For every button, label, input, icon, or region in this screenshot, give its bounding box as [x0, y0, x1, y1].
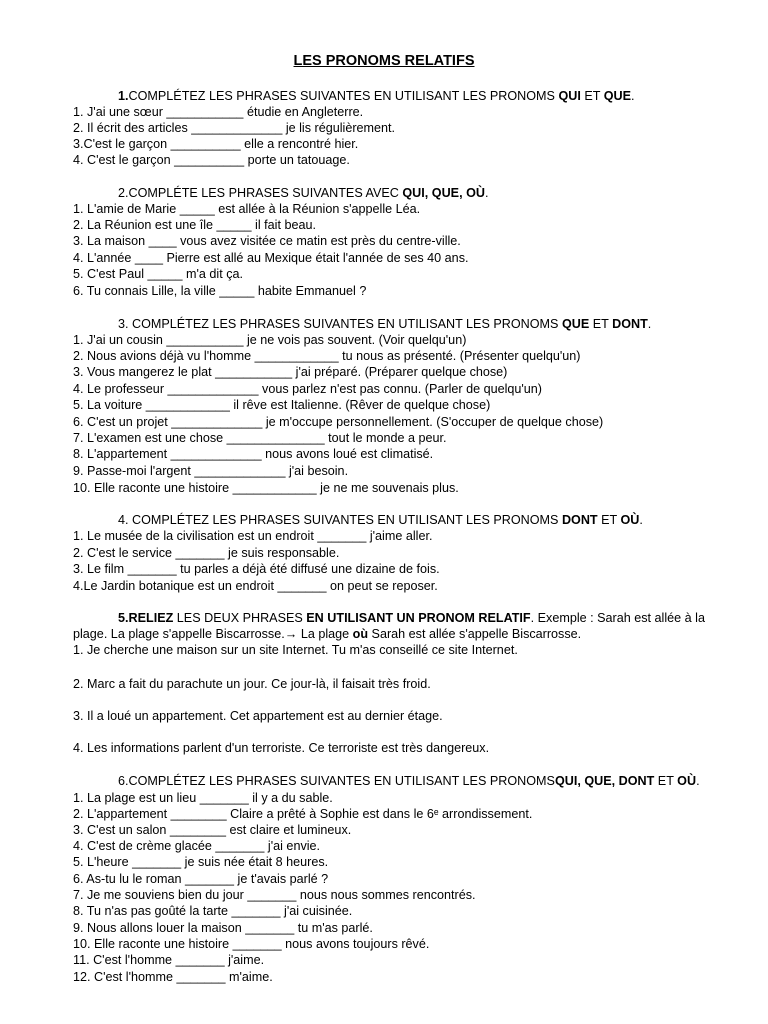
- exercise-line: 8. Tu n'as pas goûté la tarte _______ j'ai cuisinée.: [73, 904, 353, 918]
- section-1-text: COMPLÉTEZ LES PHRASES SUIVANTES EN UTILISANT LES PRONOMS: [128, 89, 559, 103]
- section-1-heading: [118, 88, 635, 104]
- section-6-bold-1: QUI, QUE, DONT: [554, 774, 655, 788]
- section-6-bold-2: OÙ: [677, 774, 697, 788]
- exercise-line: 5. L'heure _______ je suis née était 8 heures.: [73, 855, 329, 869]
- section-5-bold-1: 5.RELIEZ: [118, 611, 174, 625]
- exercise-line: 7. Je me souviens bien du jour _______ nous nous sommes rencontrés.: [73, 888, 476, 902]
- exercise-line: 2. L'appartement ________ Claire a prêté à Sophie est dans le 6ᵉ arrondissement.: [73, 807, 533, 821]
- section-3-heading: [118, 316, 651, 332]
- exercise-line: 4. Les informations parlent d'un terroriste. Ce terroriste est très dangereux.: [73, 741, 490, 755]
- exercise-line: 3. Il a loué un appartement. Cet appartement est au dernier étage.: [73, 709, 443, 723]
- example-part-2: Sarah est allée s'appelle Biscarrosse.: [368, 627, 582, 641]
- section-4-bold-1: DONT: [561, 513, 598, 527]
- example-bold: où: [352, 627, 369, 641]
- section-2-bold: QUI, QUE, OÙ: [402, 186, 485, 200]
- exercise-line: 2. C'est le service _______ je suis responsable.: [73, 546, 340, 560]
- section-6-text: 6.COMPLÉTEZ LES PHRASES SUIVANTES EN UTILISANT LES PRONOMS: [118, 774, 555, 788]
- exercise-line: 3. Vous mangerez le plat ___________ j'ai préparé. (Préparer quelque chose): [73, 365, 508, 379]
- exercise-line: 5. C'est Paul _____ m'a dit ça.: [73, 267, 244, 281]
- exercise-line: 7. L'examen est une chose ______________ tout le monde a peur.: [73, 431, 447, 445]
- section-2-end: .: [484, 186, 489, 200]
- exercise-line: 10. Elle raconte une histoire ____________ je ne me souvenais plus.: [73, 481, 459, 495]
- exercise-line: 8. L'appartement _____________ nous avons loué est climatisé.: [73, 447, 434, 461]
- section-5-text-2: . Exemple : Sarah est allée à la: [530, 611, 705, 625]
- section-1-bold-1: QUI: [558, 89, 581, 103]
- exercise-line: 2. Il écrit des articles _____________ je lis régulièrement.: [73, 121, 396, 135]
- section-2-text: 2.COMPLÉTE LES PHRASES SUIVANTES AVEC: [118, 186, 403, 200]
- exercise-line: 9. Nous allons louer la maison _______ tu m'as parlé.: [73, 921, 373, 935]
- exercise-line: 2. Nous avions déjà vu l'homme ____________ tu nous as présenté. (Présenter quelqu'un): [73, 349, 581, 363]
- section-1-end: .: [631, 89, 635, 103]
- exercise-line: 1. Je cherche une maison sur un site Internet. Tu m'as conseillé ce site Internet.: [73, 643, 518, 657]
- exercise-line: 4. L'année ____ Pierre est allé au Mexique était l'année de ses 40 ans.: [73, 251, 469, 265]
- section-5-example: [73, 626, 581, 642]
- section-3-bold-1: QUE: [561, 317, 590, 331]
- example-part-1: plage. La plage s'appelle Biscarrosse.→ La plage: [73, 627, 353, 641]
- exercise-line: 11. C'est l'homme _______ j'aime.: [73, 953, 265, 967]
- exercise-line: 1. Le musée de la civilisation est un endroit _______ j'aime aller.: [73, 529, 433, 543]
- exercise-line: 5. La voiture ____________ il rêve est Italienne. (Rêver de quelque chose): [73, 398, 491, 412]
- page-title: LES PRONOMS RELATIFS: [293, 53, 475, 69]
- section-5-text-1: LES DEUX PHRASES: [173, 611, 307, 625]
- exercise-line: 2. Marc a fait du parachute un jour. Ce jour-là, il faisait très froid.: [73, 677, 431, 691]
- exercise-line: 4. C'est le garçon __________ porte un tatouage.: [73, 153, 350, 167]
- section-3-text: 3. COMPLÉTEZ LES PHRASES SUIVANTES EN UTILISANT LES PRONOMS: [118, 317, 562, 331]
- exercise-line: 9. Passe-moi l'argent _____________ j'ai besoin.: [73, 464, 349, 478]
- exercise-line: 3.C'est le garçon __________ elle a rencontré hier.: [73, 137, 359, 151]
- exercise-line: 6. As-tu lu le roman _______ je t'avais parlé ?: [73, 872, 329, 886]
- section-4-bold-2: OÙ: [620, 513, 640, 527]
- exercise-line: 4. C'est de crème glacée _______ j'ai envie.: [73, 839, 321, 853]
- section-2-heading: [118, 185, 488, 201]
- section-4-end: .: [639, 513, 643, 527]
- section-6-end: .: [696, 774, 700, 788]
- exercise-line: 1. L'amie de Marie _____ est allée à la Réunion s'appelle Léa.: [73, 202, 421, 216]
- exercise-line: 3. C'est un salon ________ est claire et lumineux.: [73, 823, 352, 837]
- section-1-number: 1.: [118, 89, 129, 103]
- exercise-line: 2. La Réunion est une île _____ il fait beau.: [73, 218, 316, 232]
- section-3-bold-2: DONT: [612, 317, 648, 331]
- section-5-bold-2: EN UTILISANT UN PRONOM RELATIF: [306, 611, 531, 625]
- section-1-mid: ET: [580, 89, 604, 103]
- section-6-mid: ET: [654, 774, 678, 788]
- section-4-text: 4. COMPLÉTEZ LES PHRASES SUIVANTES EN UTILISANT LES PRONOMS: [118, 513, 562, 527]
- exercise-line: 6. C'est un projet _____________ je m'occupe personnellement. (S'occuper de quelque chose): [73, 415, 604, 429]
- section-4-mid: ET: [597, 513, 621, 527]
- exercise-line: 4.Le Jardin botanique est un endroit _______ on peut se reposer.: [73, 579, 438, 593]
- exercise-line: 4. Le professeur _____________ vous parlez n'est pas connu. (Parler de quelqu'un): [73, 382, 543, 396]
- section-4-heading: [118, 512, 643, 528]
- section-1-bold-2: QUE: [603, 89, 631, 103]
- exercise-line: 6. Tu connais Lille, la ville _____ habite Emmanuel ?: [73, 284, 367, 298]
- exercise-line: 1. La plage est un lieu _______ il y a du sable.: [73, 791, 333, 805]
- exercise-line: 1. J'ai une sœur ___________ étudie en Angleterre.: [73, 105, 364, 119]
- section-6-heading: [118, 773, 700, 789]
- exercise-line: 1. J'ai un cousin ___________ je ne vois pas souvent. (Voir quelqu'un): [73, 333, 467, 347]
- exercise-line: 3. La maison ____ vous avez visitée ce matin est près du centre-ville.: [73, 234, 461, 248]
- section-3-end: .: [647, 317, 652, 331]
- exercise-line: 12. C'est l'homme _______ m'aime.: [73, 970, 273, 984]
- section-5-heading: [118, 610, 705, 626]
- exercise-line: 10. Elle raconte une histoire _______ nous avons toujours rêvé.: [73, 937, 430, 951]
- section-3-mid: ET: [589, 317, 613, 331]
- exercise-line: 3. Le film _______ tu parles a déjà été diffusé une dizaine de fois.: [73, 562, 440, 576]
